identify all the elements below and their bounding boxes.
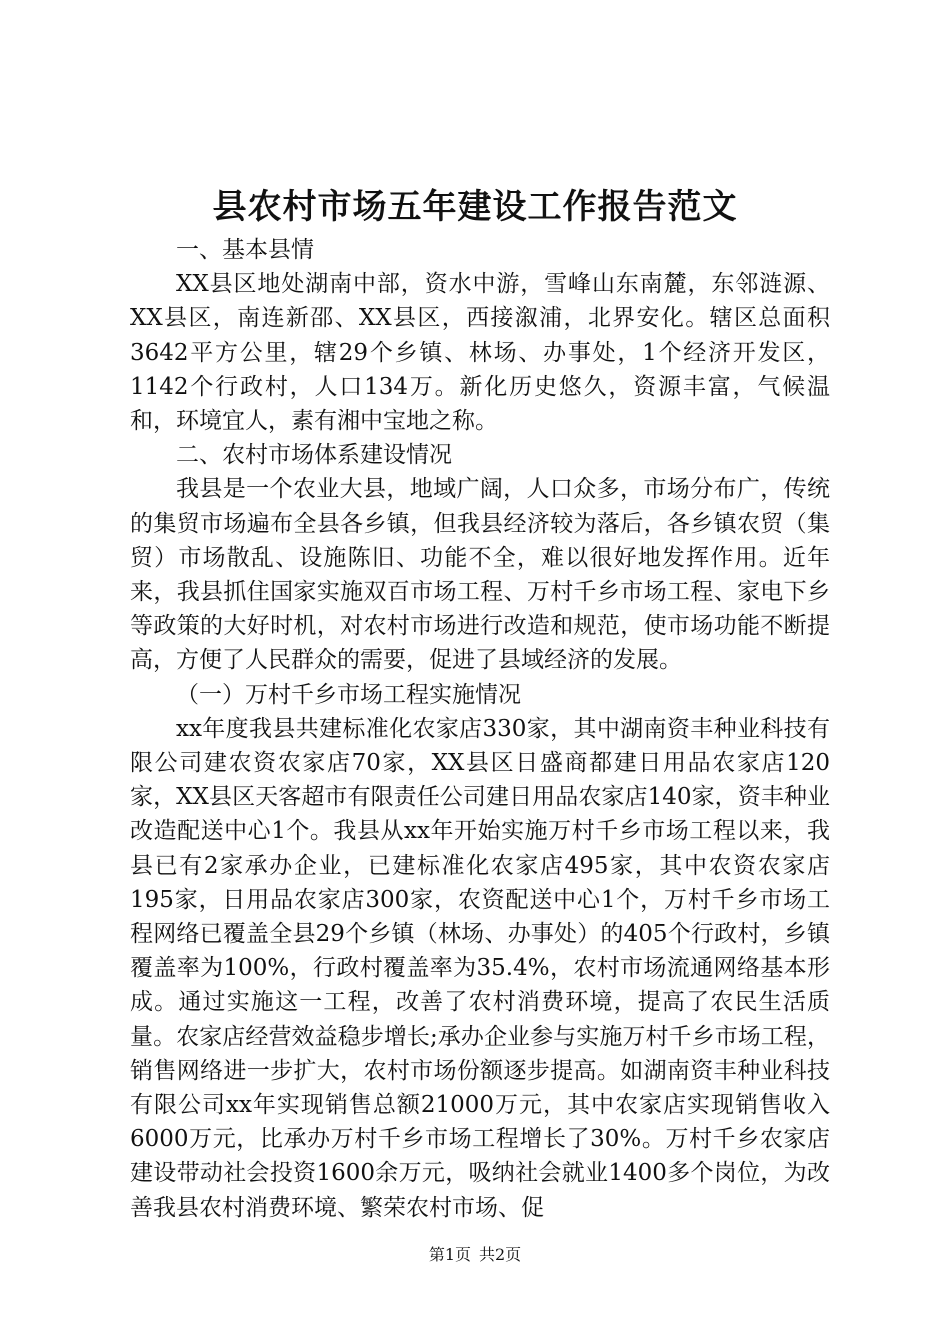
paragraph-county-overview: XX县区地处湖南中部，资水中游，雪峰山东南麓，东邻涟源、XX县区，南连新邵、XX县区，西接溆浦，北界安化。辖区总面积3642平方公里，辖29个乡镇、林场、办事处，1个经济开发区，1142个行政村，人口134万。新化历史悠久，资源丰富，气候温和，环境宜人，素有湘中宝地之称。 bbox=[130, 271, 830, 435]
subsection-heading-village-market-project: （一）万村千乡市场工程实施情况 bbox=[176, 681, 521, 708]
document-title: 县农村市场五年建设工作报告范文 bbox=[212, 187, 738, 227]
document-body bbox=[130, 233, 830, 1225]
section-heading-market-system: 二、农村市场体系建设情况 bbox=[176, 442, 452, 469]
page-number: 第1页 bbox=[428, 1245, 471, 1264]
page-total: 共2页 bbox=[479, 1245, 522, 1264]
page-footer bbox=[0, 1243, 950, 1267]
paragraph-village-market-project: xx年度我县共建标准化农家店330家，其中湖南资丰种业科技有限公司建农资农家店70家，XX县区日盛商都建日用品农家店120家，XX县区天客超市有限责任公司建日用品农家店140家，资丰种业改造配送中心1个。我县从xx年开始实施万村千乡市场工程以来，我县已有2家承办企业，已建标准化农家店495家，其中农资农家店195家，日用品农家店300家，农资配送中心1个，万村千乡市场工程网络已覆盖全县29个乡镇（林场、办事处）的405个行政村，乡镇覆盖率为100%，行政村覆盖率为35.4%，农村市场流通网络基本形成。通过实施这一工程，改善了农村消费环境，提高了农民生活质量。农家店经营效益稳步增长;承办企业参与实施万村千乡市场工程，销售网络进一步扩大，农村市场份额逐步提高。如湖南资丰种业科技有限公司xx年实现销售总额21000万元，其中农家店实现销售收入6000万元，比承办万村千乡市场工程增长了30%。万村千乡农家店建设带动社会投资1600余万元，吸纳社会就业1400多个岗位，为改善我县农村消费环境、繁荣农村市场、促 bbox=[130, 715, 830, 1221]
paragraph-market-system: 我县是一个农业大县，地域广阔，人口众多，市场分布广，传统的集贸市场遍布全县各乡镇，但我县经济较为落后，各乡镇农贸（集贸）市场散乱、设施陈旧、功能不全，难以很好地发挥作用。近年来，我县抓住国家实施双百市场工程、万村千乡市场工程、家电下乡等政策的大好时机，对农村市场进行改造和规范，使市场功能不断提高，方便了人民群众的需要，促进了县域经济的发展。 bbox=[130, 476, 830, 674]
section-heading-basic-info: 一、基本县情 bbox=[176, 237, 314, 263]
